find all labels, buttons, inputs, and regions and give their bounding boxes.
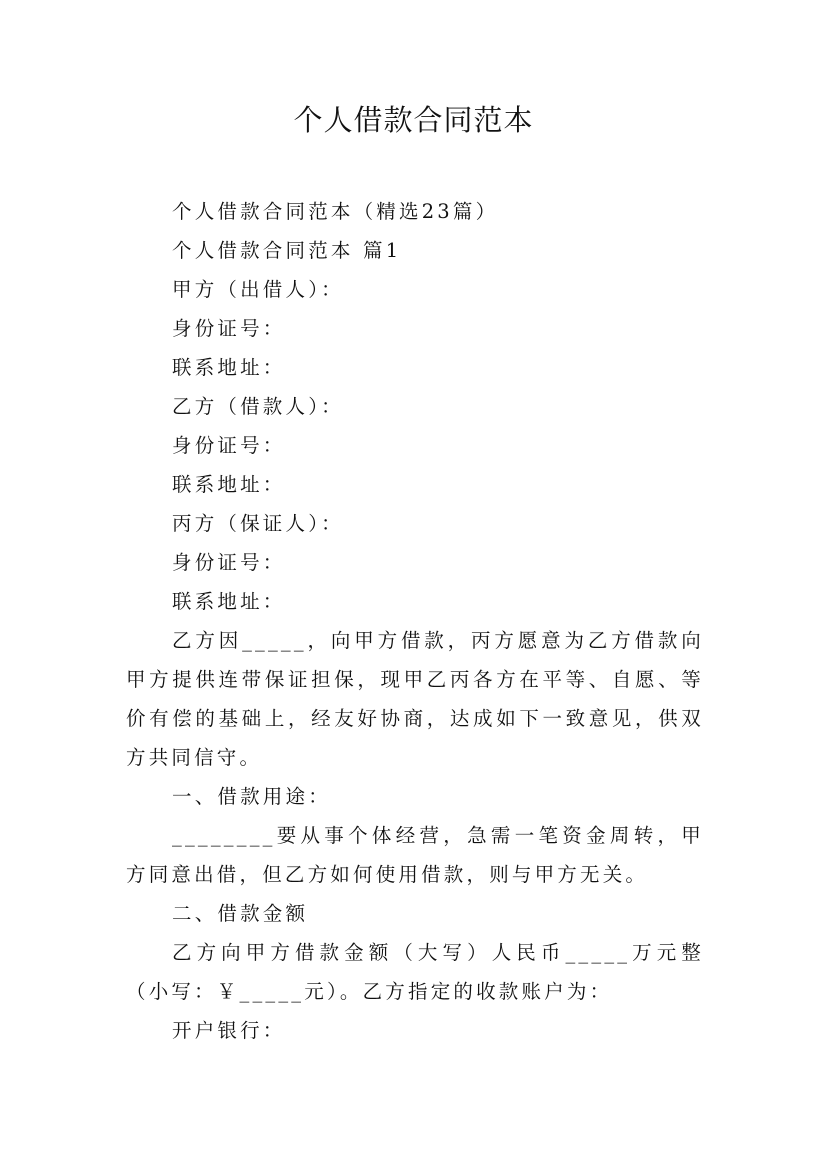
- party-c-label: 丙方（保证人）：: [172, 512, 344, 535]
- party-b-address-label: 联系地址：: [172, 473, 286, 496]
- party-b-id-label: 身份证号：: [172, 434, 286, 457]
- party-a-label: 甲方（出借人）：: [172, 278, 344, 301]
- party-a-id-label: 身份证号：: [172, 317, 286, 340]
- party-a-address-label: 联系地址：: [172, 356, 286, 379]
- section-2-heading: 二、借款金额: [172, 902, 309, 925]
- section-heading-article-1: 个人借款合同范本 篇1: [172, 239, 402, 262]
- bank-label: 开户银行：: [172, 1019, 286, 1042]
- document-title: 个人借款合同范本: [293, 103, 534, 137]
- party-c-id-label: 身份证号：: [172, 551, 286, 574]
- guarantee-paragraph: 乙方因_____，向甲方借款，丙方愿意为乙方借款向甲方提供连带保证担保，现甲乙丙各方在平等、自愿、等价有偿的基础上，经友好协商，达成如下一致意见，供双方共同信守。: [126, 629, 704, 769]
- section-2-text: 乙方向甲方借款金额（大写）人民币_____万元整（小写：￥_____元）。乙方指定的收款账户为：: [126, 941, 704, 1003]
- section-1-text: ________要从事个体经营，急需一笔资金周转，甲方同意出借，但乙方如何使用借款，则与甲方无关。: [126, 824, 704, 886]
- party-b-label: 乙方（借款人）：: [172, 395, 344, 418]
- section-1-heading: 一、借款用途：: [172, 785, 331, 808]
- party-c-address-label: 联系地址：: [172, 590, 286, 613]
- document-body: [126, 192, 704, 1050]
- subtitle-line: 个人借款合同范本（精选23篇）: [172, 200, 499, 223]
